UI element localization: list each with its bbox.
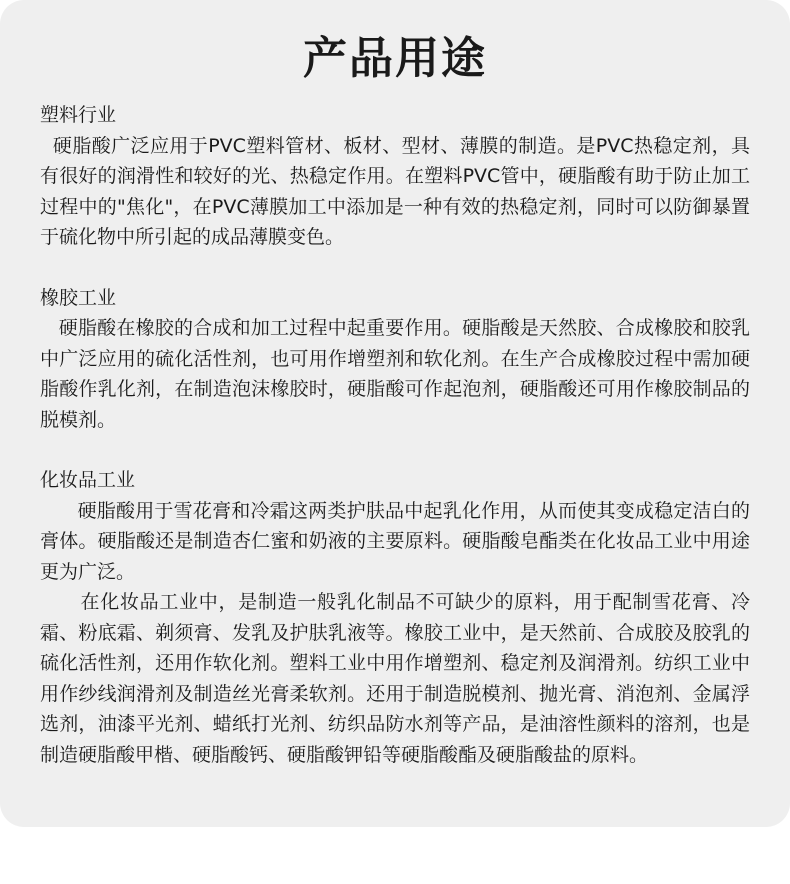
section-paragraph: 硬脂酸用于雪花膏和冷霜这两类护肤品中起乳化作用，从而使其变成稳定洁白的膏体。硬脂酸还是制造杏仁蜜和奶液的主要原料。硬脂酸皂酯类在化妆品工业中用途更为广泛。 — [40, 499, 750, 583]
section-paragraph: 硬脂酸广泛应用于PVC塑料管材、板材、型材、薄膜的制造。是PVC热稳定剂，具有很好的润滑性和较好的光、热稳定作用。在塑料PVC管中，硬脂酸有助于防止加工过程中的"焦化"，在PVC薄膜加工中添加是一种有效的热稳定剂，同时可以防御暴置于硫化物中所引起的成品薄膜变色。 — [40, 134, 750, 248]
section-cosmetics — [40, 465, 750, 770]
section-paragraph: 在化妆品工业中，是制造一般乳化制品不可缺少的原料，用于配制雪花膏、冷霜、粉底霜、剃须膏、发乳及护肤乳液等。橡胶工业中，是天然前、合成胶及胶乳的硫化活性剂，还用作软化剂。塑料工业中用作增塑剂、稳定剂及润滑剂。纺织工业中用作纱线润滑剂及制造丝光膏柔软剂。还用于制造脱模剂、抛光膏、消泡剂、金属浮选剂，油漆平光剂、蜡纸打光剂、纺织品防水剂等产品，是油溶性颜料的溶剂，也是制造硬脂酸甲楷、硬脂酸钙、硬脂酸钾铅等硬脂酸酯及硬脂酸盐的原料。 — [40, 591, 750, 766]
section-paragraph: 硬脂酸在橡胶的合成和加工过程中起重要作用。硬脂酸是天然胶、合成橡胶和胶乳中广泛应用的硫化活性剂，也可用作增塑剂和软化剂。在生产合成橡胶过程中需加硬脂酸作乳化剂，在制造泡沫橡胶时，硬脂酸可作起泡剂，硬脂酸还可用作橡胶制品的脱模剂。 — [40, 317, 750, 431]
page-title: 产品用途 — [303, 33, 487, 84]
section-rubber — [40, 283, 750, 436]
content-body — [40, 100, 750, 770]
section-plastics — [40, 100, 750, 253]
section-heading: 橡胶工业 — [40, 286, 117, 309]
section-heading: 化妆品工业 — [40, 469, 136, 491]
section-heading: 塑料行业 — [40, 104, 117, 126]
